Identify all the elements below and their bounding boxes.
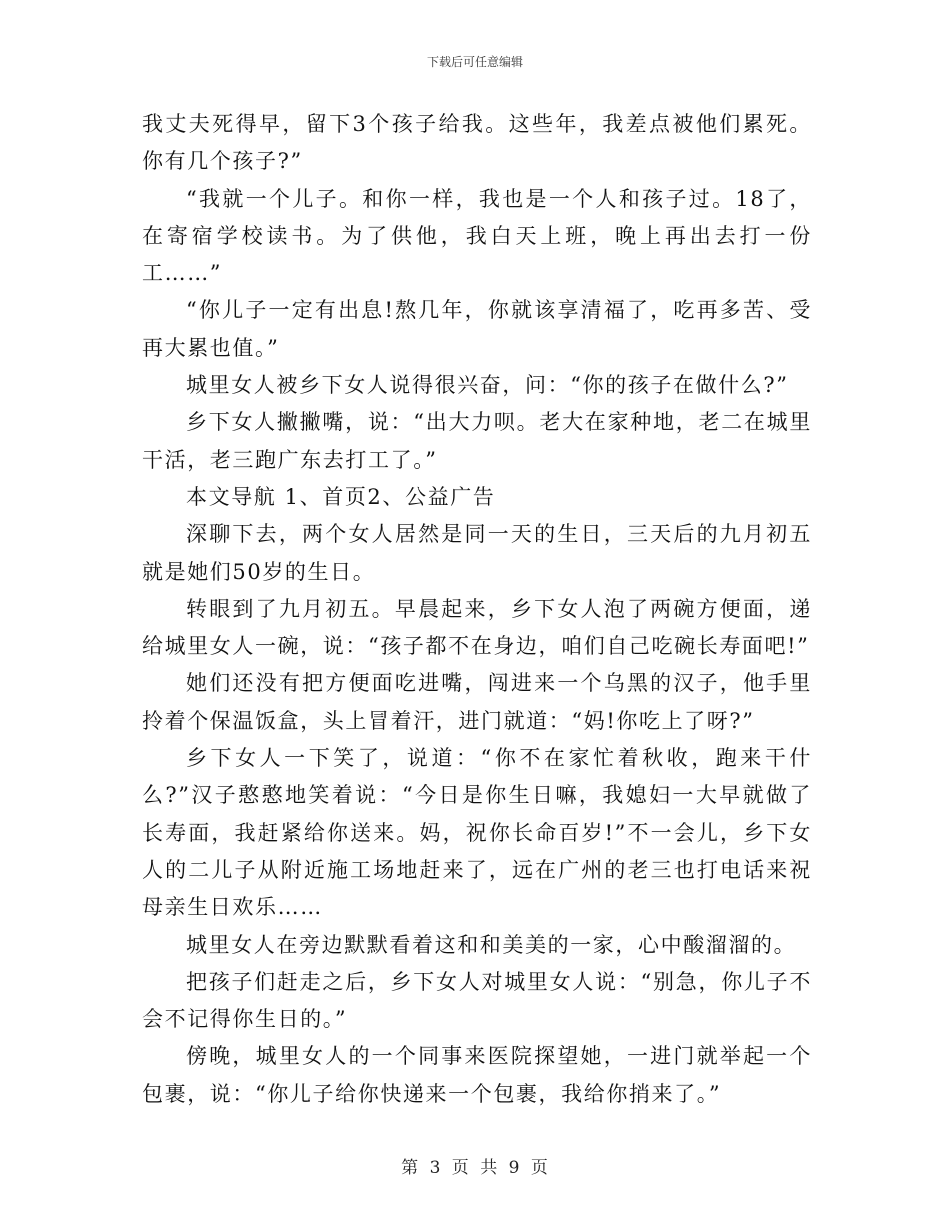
article-navigation: 本文导航 1、首页2、公益广告	[186, 484, 496, 509]
document-body	[142, 106, 812, 1113]
paragraph: 乡下女人撇撇嘴，说：“出大力呗。老大在家种地，老二在城里干活，老三跑广东去打工了。”	[142, 410, 812, 472]
page-header: 下载后可任意编辑	[426, 55, 523, 69]
paragraph: “我就一个儿子。和你一样，我也是一个人和孩子过。18了，在寄宿学校读书。为了供他，我白天上班，晚上再出去打一份工……”	[142, 186, 812, 286]
paragraph: “你儿子一定有出息!熬几年，你就该享清福了，吃再多苦、受再大累也值。”	[142, 298, 812, 360]
paragraph: 把孩子们赶走之后，乡下女人对城里女人说：“别急，你儿子不会不记得你生日的。”	[142, 969, 812, 1032]
paragraph: 傍晚，城里女人的一个同事来医院探望她，一进门就举起一个包裹，说：“你儿子给你快递来一个包裹，我给你捎来了。”	[142, 1044, 812, 1106]
page-number-footer: 第 3 页 共 9 页	[401, 1158, 549, 1178]
paragraph: 城里女人被乡下女人说得很兴奋，问：“你的孩子在做什么?”	[186, 373, 789, 398]
paragraph: 我丈夫死得早，留下3个孩子给我。这些年，我差点被他们累死。你有几个孩子?”	[142, 112, 812, 174]
paragraph: 城里女人在旁边默默看着这和和美美的一家，心中酸溜溜的。	[186, 932, 797, 957]
paragraph: 转眼到了九月初五。早晨起来，乡下女人泡了两碗方便面，递给城里女人一碗，说：“孩子都不在身边，咱们自己吃碗长寿面吧!”	[142, 596, 812, 659]
paragraph: 乡下女人一下笑了，说道：“你不在家忙着秋收，跑来干什么?”汉子憨憨地笑着说：“今日是你生日嘛，我媳妇一大早就做了长寿面，我赶紧给你送来。妈，祝你长命百岁!”不一会儿，乡下女人的二儿子从附近施工场地赶来了，远在广州的老三也打电话来祝母亲生日欢乐……	[142, 746, 812, 920]
paragraph: 她们还没有把方便面吃进嘴，闯进来一个乌黑的汉子，他手里拎着个保温饭盒，头上冒着汗，进门就道：“妈!你吃上了呀?”	[142, 671, 812, 733]
paragraph: 深聊下去，两个女人居然是同一天的生日，三天后的九月初五就是她们50岁的生日。	[142, 522, 812, 584]
